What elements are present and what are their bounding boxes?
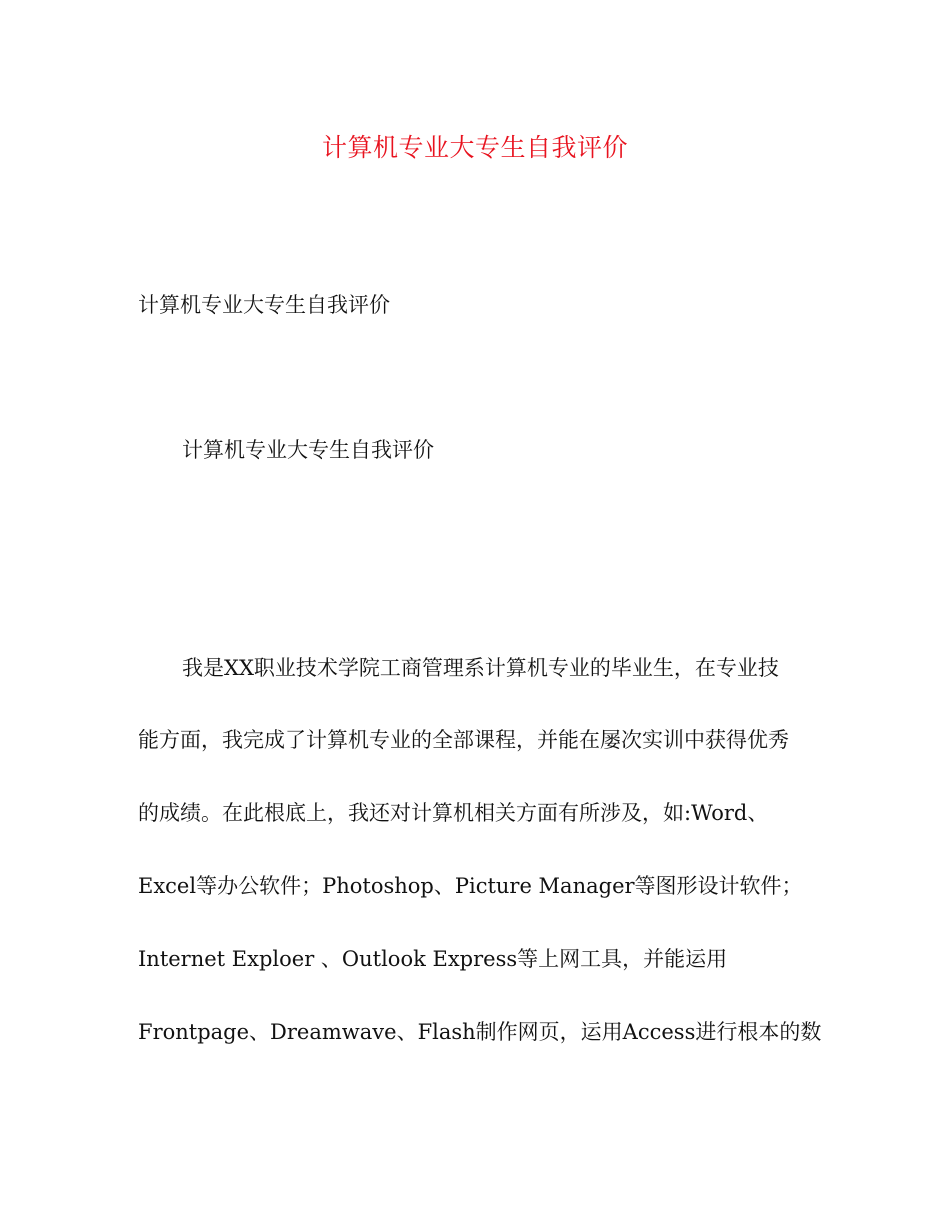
paragraph-line-2: 能方面，我完成了计算机专业的全部课程，并能在屡次实训中获得优秀 [138, 728, 789, 752]
section-heading: 计算机专业大专生自我评价 [138, 293, 390, 317]
section-subheading: 计算机专业大专生自我评价 [182, 438, 434, 462]
paragraph-line-6: Frontpage、Dreamwave、Flash制作网页，运用Access进行根本的数 [138, 1020, 822, 1044]
page-title: 计算机专业大专生自我评价 [321, 133, 628, 162]
paragraph-line-4: Excel等办公软件；Photoshop、Picture Manager等图形设计软件； [138, 874, 803, 898]
paragraph-line-5: Internet Exploer 、Outlook Express等上网工具，并能运用 [138, 947, 728, 971]
paragraph-line-3: 的成绩。在此根底上，我还对计算机相关方面有所涉及，如:Word、 [138, 801, 769, 825]
paragraph-line-1: 我是XX职业技术学院工商管理系计算机专业的毕业生，在专业技 [182, 656, 779, 680]
